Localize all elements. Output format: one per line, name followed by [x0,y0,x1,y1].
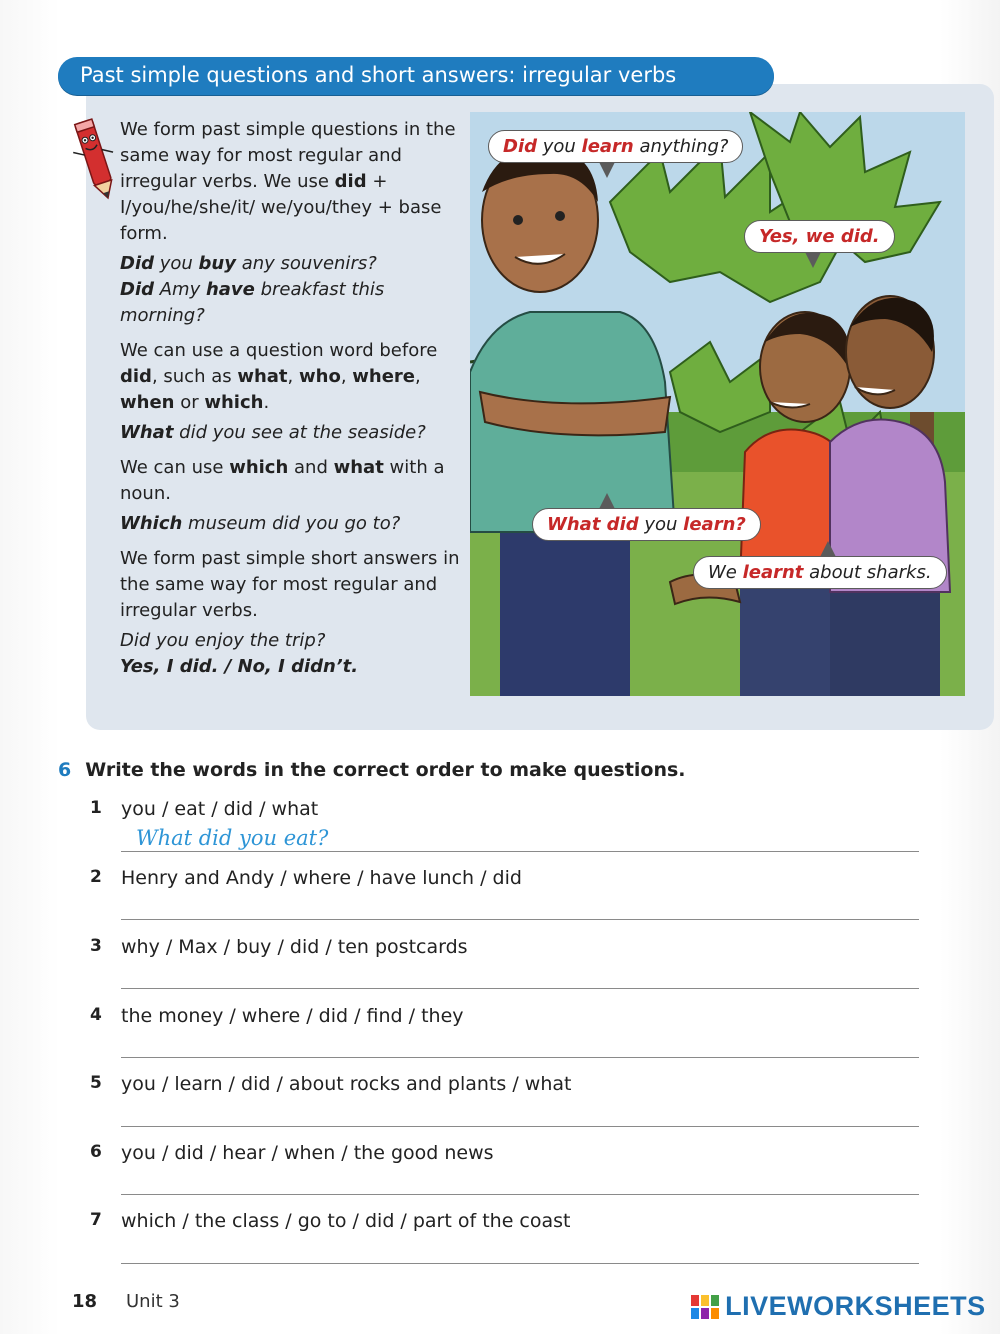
page-number: 18 [72,1291,98,1312]
question-number: 3 [90,936,102,956]
speech-bubble-teacher-question: Did you learn anything? [488,130,743,163]
liveworksheets-brand[interactable] [690,1291,986,1321]
answer-field[interactable] [136,1099,916,1125]
question-item [90,1210,920,1266]
cartoon-illustration [470,112,965,696]
question-number: 7 [90,1210,102,1230]
answer-field[interactable] [136,1031,916,1057]
rule-1-examples: Did you buy any souvenirs? Did Amy have breakfast this morning? [120,253,385,326]
answer-field[interactable] [136,1236,916,1262]
brand-name: LIVEWORKSHEETS [725,1291,986,1321]
answer-line [121,1263,919,1264]
question-number: 5 [90,1073,102,1093]
question-prompt: you / learn / did / about rocks and plants / what [121,1073,572,1095]
exercise-heading [58,759,686,781]
rule-2-example: What did you see at the seaside? [120,422,426,443]
answer-line [121,1126,919,1127]
rule-1: We form past simple questions in the same way for most regular and irregular verbs. We use did + I/you/he/she/it/ we/you/they + base form. [120,119,456,244]
answer-line [121,851,919,852]
rule-4-example: Did you enjoy the trip? Yes, I did. / No, I didn’t. [120,630,359,677]
question-item [90,1142,920,1198]
pencil-mascot-icon [70,112,120,204]
speech-bubble-boys-reply: We learnt about sharks. [693,556,947,589]
answer-field[interactable] [136,962,916,988]
rule-3-example: Which museum did you go to? [120,513,401,534]
section-title: Past simple questions and short answers: irregular verbs [80,63,677,87]
grammar-rules [120,117,465,689]
liveworksheets-logo-icon [690,1294,720,1320]
exercise-instruction: Write the words in the correct order to make questions. [85,759,686,781]
speech-bubble-boys-answer: Yes, we did. [744,220,895,253]
speech-bubble-teacher-followup: What did you learn? [532,508,761,541]
question-prompt: you / did / hear / when / the good news [121,1142,494,1164]
question-number: 4 [90,1005,102,1025]
question-prompt: you / eat / did / what [121,798,319,820]
question-prompt: the money / where / did / find / they [121,1005,464,1027]
rule-3: We can use which and what with a noun. [120,457,445,504]
answer-line [121,1194,919,1195]
answer-field[interactable] [136,893,916,919]
question-item [90,867,920,923]
question-prompt: Henry and Andy / where / have lunch / did [121,867,522,889]
cartoon-scene [470,112,965,696]
question-number: 1 [90,798,102,818]
question-item [90,1073,920,1129]
question-item [90,798,920,856]
answer-field[interactable] [136,1168,916,1194]
question-prompt: which / the class / go to / did / part of the coast [121,1210,571,1232]
question-number: 2 [90,867,102,887]
question-item [90,1005,920,1061]
answer-line [121,988,919,989]
unit-label: Unit 3 [126,1291,180,1312]
question-item [90,936,920,992]
question-prompt: why / Max / buy / did / ten postcards [121,936,468,958]
answer-line [121,1057,919,1058]
rule-4: We form past simple short answers in the same way for most regular and irregular verbs. [120,548,460,621]
rule-2: We can use a question word before did, such as what, who, where, when or which. [120,340,438,413]
question-number: 6 [90,1142,102,1162]
exercise-number: 6 [58,759,72,781]
answer-field[interactable]: What did you eat? [136,826,329,850]
section-title-banner [58,57,774,95]
answer-line [121,919,919,920]
